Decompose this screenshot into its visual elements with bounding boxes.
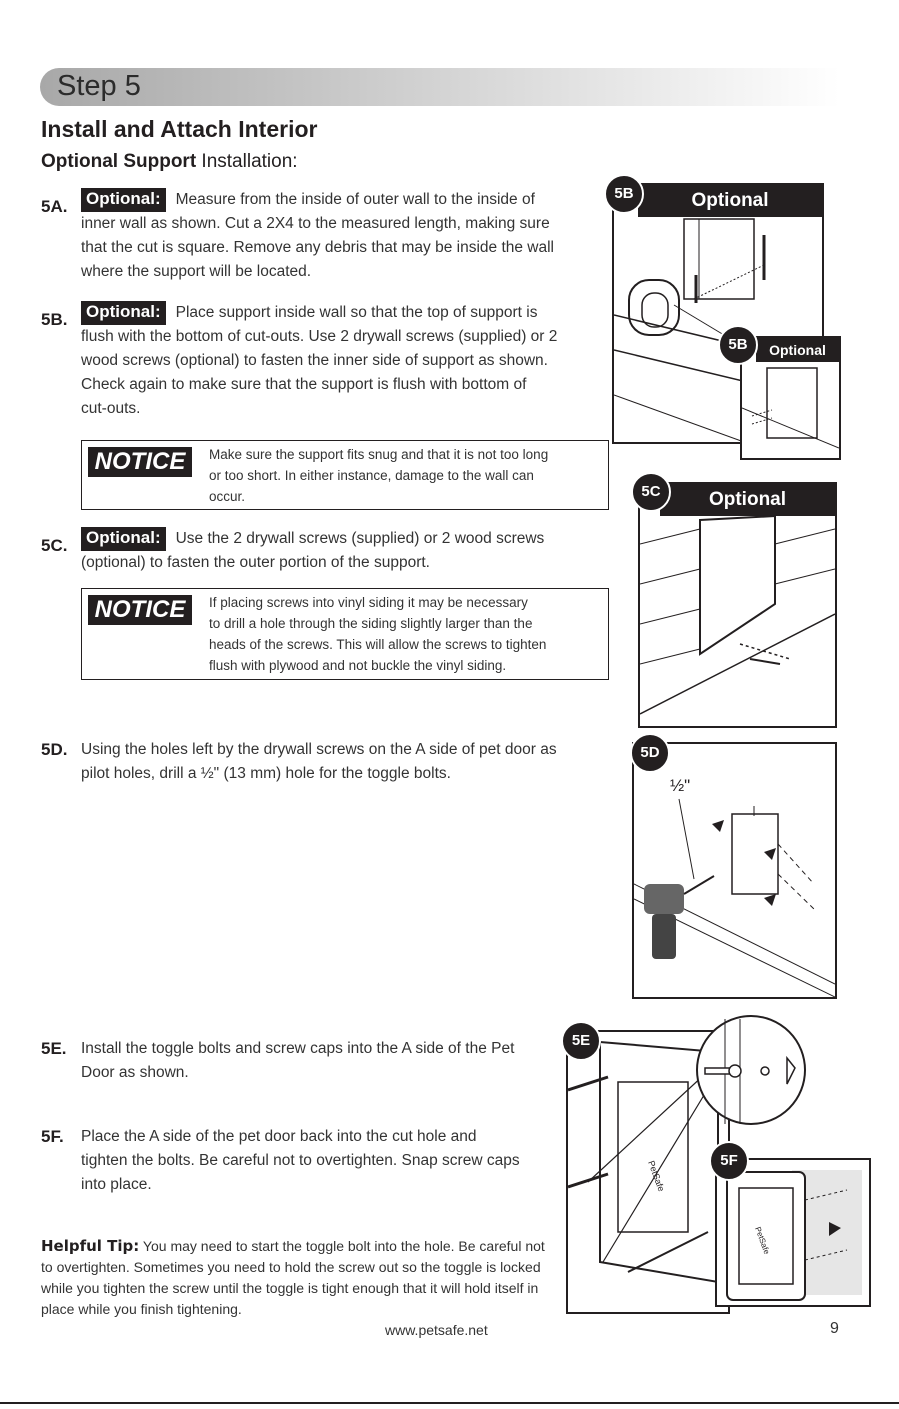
figure-5d-number: 5D [630,733,670,773]
figure-5b-number: 5B [604,174,644,214]
subtitle-rest: Installation: [196,151,298,172]
step-5a-label: 5A. [41,197,68,216]
figure-5b-inset-header: Optional [756,338,839,362]
step-banner [40,68,840,106]
figure-5f-number: 5F [709,1141,749,1181]
figure-5b-inset-number: 5B [718,325,758,365]
step-5c-label: 5C. [41,536,68,555]
notice-tag: NOTICE [88,447,192,477]
step-5c-text: Optional: Use the 2 drywall screws (supplied) or 2 wood screws (optional) to fasten the outer portion of the support. [81,528,545,571]
notice-box-1 [81,440,609,510]
helpful-tip-label: Helpful Tip: [41,1237,140,1255]
figure-5e-detail-circle [695,1014,807,1126]
figure-5c-illustration [640,484,835,726]
figure-5d-dimension: ½" [670,776,691,795]
figure-5c-number: 5C [631,472,671,512]
figure-5c [638,482,837,728]
notice-text-1: Make sure the support fits snug and that it is not too long or too short. In either instance, damage to the wall can occur. [209,447,549,504]
figure-5b-inset-illustration [742,338,839,458]
subtitle-bold: Optional Support [41,151,197,172]
step-5f-label: 5F. [41,1127,64,1146]
figure-5e-number: 5E [561,1021,601,1061]
step-5d-label: 5D. [41,740,68,759]
step-5d-text: Using the holes left by the drywall screws on the A side of pet door as pilot holes, drill a ½" (13 mm) hole for the toggle bolts. [81,741,557,782]
figure-5d [632,742,837,999]
step-5a-text: Optional: Measure from the inside of outer wall to the inside of inner wall as shown. Cut a 2X4 to the measured length, making sure that the cut is square. Remove any debris that may be inside the wall where the support will be located. [81,189,554,280]
page-title: Install and Attach Interior [41,116,318,142]
notice-box-2 [81,588,609,680]
notice-tag: NOTICE [88,595,192,625]
figure-5d-illustration [634,744,835,997]
figure-5b-header: Optional [638,185,822,217]
figure-5f [715,1158,871,1307]
svg-text:PetSafe: PetSafe [753,1225,772,1256]
step-5e-text: Install the toggle bolts and screw caps into the A side of the Pet Door as shown. [81,1040,515,1081]
notice-text-2: If placing screws into vinyl siding it may be necessary to drill a hole through the siding slightly larger than the heads of the screws. This will allow the screws to tighten flush with plywood and not buckle the vinyl siding. [209,595,547,673]
step-5e-label: 5E. [41,1039,67,1058]
figure-5f-illustration [717,1160,869,1305]
step-5f-text: Place the A side of the pet door back into the cut hole and tighten the bolts. Be careful not to overtighten. Snap screw caps into place. [81,1128,520,1193]
step-5b-text: Optional: Place support inside wall so that the top of support is flush with the bottom of cut-outs. Use 2 drywall screws (supplied) or 2 wood screws (optional) to fasten the inner side of support as shown. Check again to make sure that the support is flush with bottom of cut-outs. [81,302,558,417]
step-label: Step 5 [57,70,141,102]
helpful-tip [41,1236,553,1320]
helpful-tip-text: You may need to start the toggle bolt into the hole. Be careful not to overtighten. Sometimes you need to hold the screw out so the toggle is locked while you tighten the screw until the toggle is tight enough that it will hold itself in place while you finish tightening. [41,1238,545,1317]
section-subtitle [41,151,298,173]
step-5b-label: 5B. [41,310,68,329]
figure-5c-header: Optional [660,484,835,516]
page-number: 9 [830,1320,839,1337]
svg-text:PetSafe: PetSafe [646,1159,667,1193]
bottom-rule [0,1402,899,1404]
optional-badge: Optional: [81,301,166,325]
optional-badge: Optional: [81,188,166,212]
footer-url[interactable]: www.petsafe.net [385,1322,488,1338]
optional-badge: Optional: [81,527,166,551]
